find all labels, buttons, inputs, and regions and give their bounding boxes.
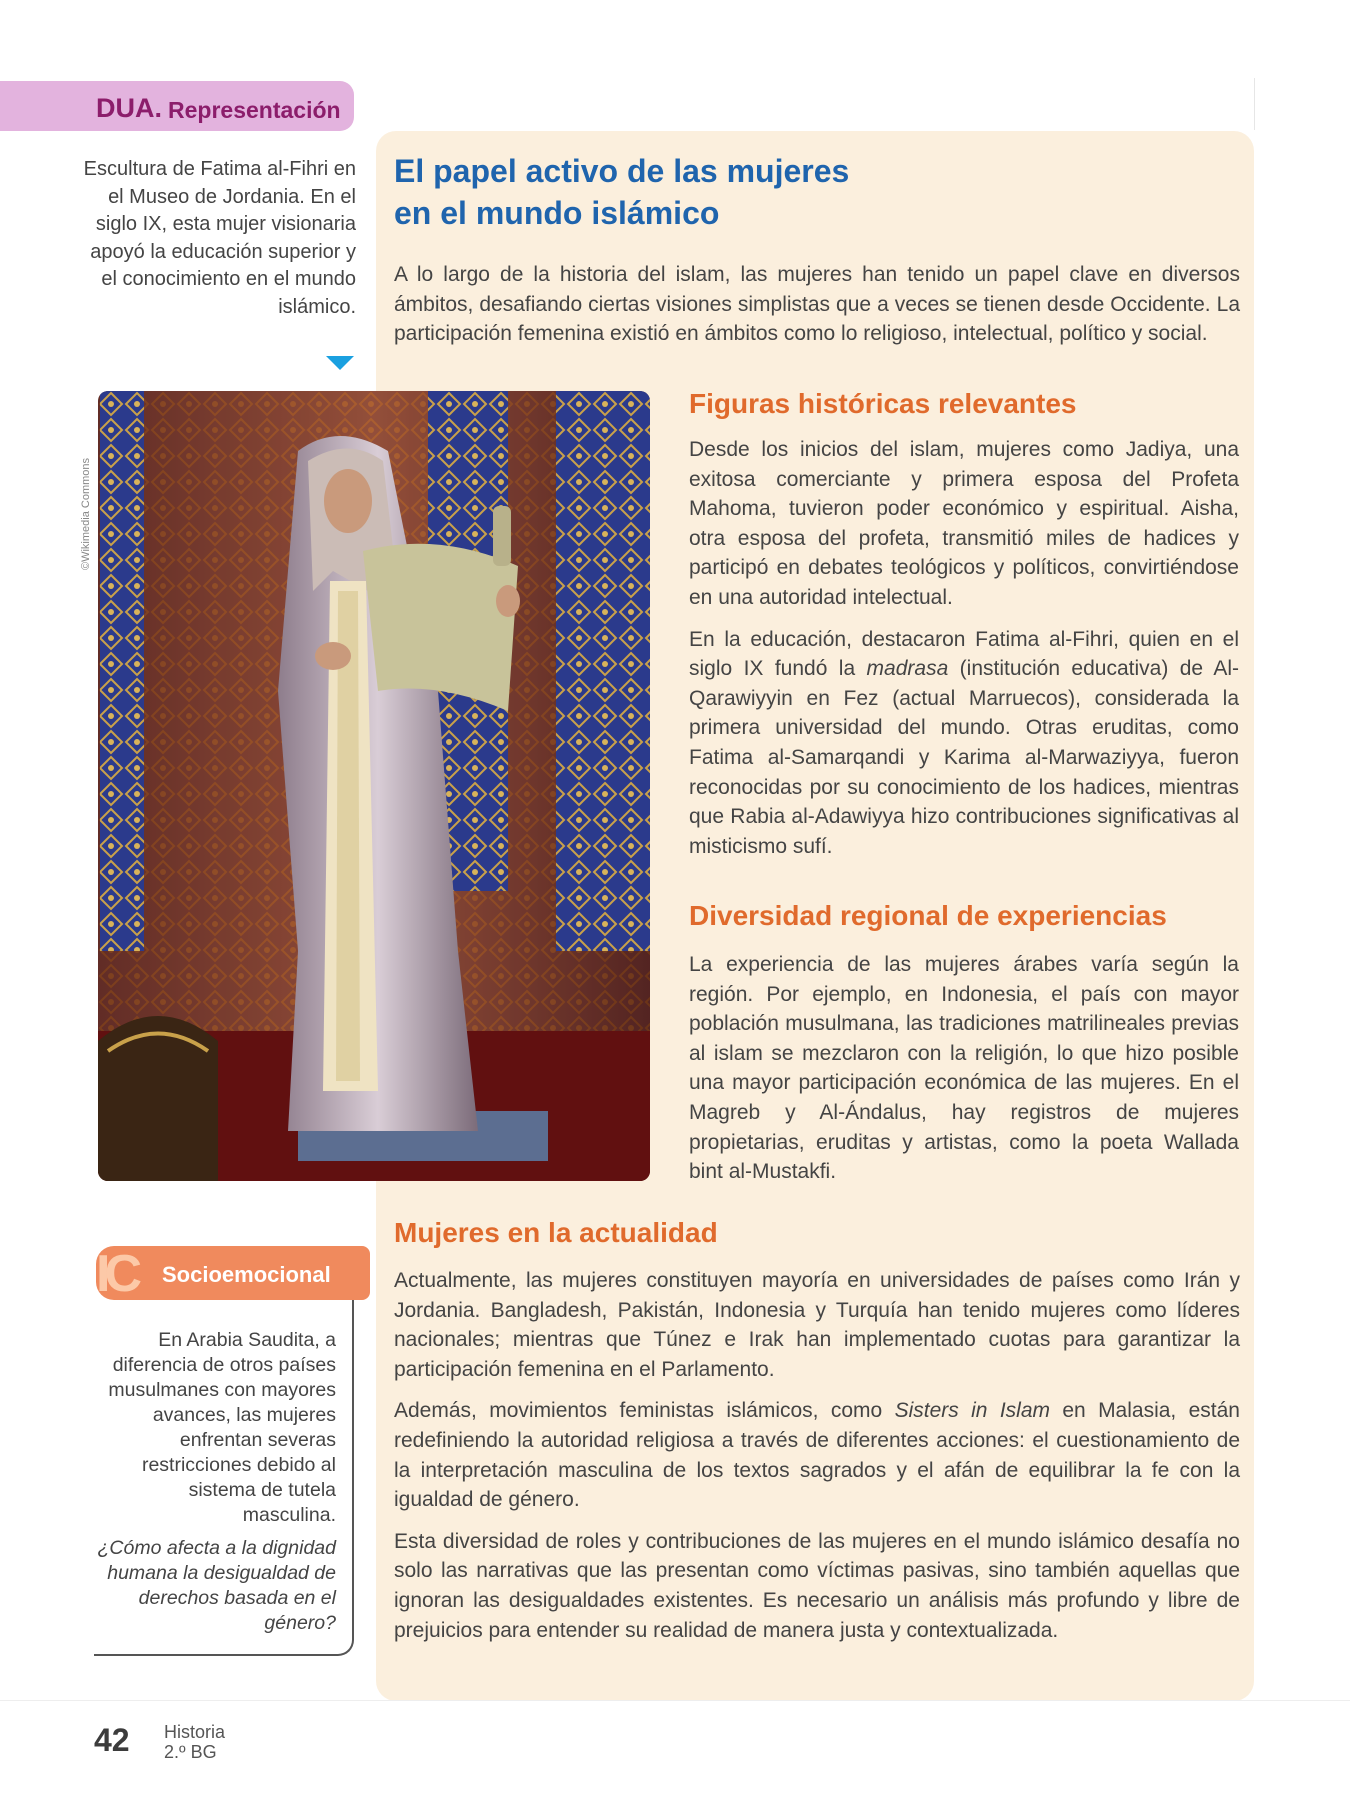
socio-label: Socioemocional	[162, 1262, 331, 1287]
dua-prefix: DUA.	[96, 93, 162, 123]
actualidad-p2-end: en Malasia, están redefiniendo la autoridad religiosa a través de diferentes acciones: el cuestionamiento de la interpretación masculina de los textos sagrados y el afán de equilibrar la fe con la igualdad de género.	[394, 1399, 1240, 1512]
subject-name: Historia	[164, 1722, 226, 1742]
dua-label: Representación	[168, 97, 341, 123]
page-title-line-2: en el mundo islámico	[394, 195, 720, 231]
statue-photo	[98, 391, 650, 1181]
socio-text: En Arabia Saudita, a diferencia de otros países musulmanes con mayores avances, las mujeres enfrentan severas restricciones debido al sistema de tutela masculina.	[108, 1329, 336, 1526]
figuras-p2-start: En la educación, destacaron Fatima al-Fihri, quien en el siglo IX fundó la	[689, 627, 1239, 681]
figuras-paragraph-2	[689, 625, 1239, 862]
socio-question: ¿Cómo afecta a la dignidad humana la desigualdad de derechos basada en el género?	[97, 1537, 336, 1634]
dua-tab	[0, 81, 354, 131]
footer-rule	[0, 1700, 1350, 1701]
section-actualidad	[394, 1266, 1240, 1657]
sisters-in-islam-term: Sisters in Islam	[894, 1399, 1050, 1423]
ic-icon: IC	[96, 1245, 136, 1303]
subject-label	[164, 1722, 225, 1762]
heading-figuras: Figuras históricas relevantes	[689, 388, 1077, 419]
figuras-p2-end: (institución educativa) de Al-Qarawiyyin en Fez (actual Marruecos), considerada la primera universidad del mundo. Otras eruditas, como Fatima al-Samarqandi y Karima al-Marwaziyya, fueron reconocidas por su conocimiento de los hadices, mientras que Rabia al-Adawiyya hizo contribuciones significativas al misticismo sufí.	[689, 657, 1239, 858]
section-diversidad	[689, 950, 1239, 1199]
actualidad-paragraph-3: Esta diversidad de roles y contribuciones de las mujeres en el mundo islámico desafía no solo las narrativas que las presentan como víctimas pasivas, sino también aquellas que ignoran las desigualdades existentes. Es necesario un análisis más profundo y libre de prejuicios para entender su realidad de manera justa y contextualizada.	[394, 1529, 1240, 1642]
photo-credit: ©Wikimedia Commons	[80, 457, 92, 570]
section-figuras	[689, 435, 1239, 873]
actualidad-p2-start: Además, movimientos feministas islámicos, como	[394, 1399, 895, 1423]
heading-actualidad: Mujeres en la actualidad	[394, 1217, 718, 1248]
heading-diversidad: Diversidad regional de experiencias	[689, 900, 1167, 931]
intro-paragraph: A lo largo de la historia del islam, las mujeres han tenido un papel clave en diversos ámbitos, desafiando ciertas visiones simplistas que a veces se tienen desde Occidente. La participación femenina existió en ámbitos como lo religioso, intelectual, político y social.	[394, 263, 1240, 345]
page-title	[394, 150, 1094, 234]
photo-caption: Escultura de Fatima al-Fihri en el Museo de Jordania. En el siglo IX, esta mujer visionaria apoyó la educación superior y el conocimiento en el mundo islámico.	[83, 158, 356, 318]
caption-arrow-icon	[326, 356, 354, 370]
page-number: 42	[94, 1722, 130, 1758]
diversidad-paragraph-1: La experiencia de las mujeres árabes varía según la región. Por ejemplo, en Indonesia, el país con mayor población musulmana, las tradiciones matrilineales previas al islam se mezclaron con la religión, lo que hizo posible una mayor participación económica de las mujeres. En el Magreb y Al-Ándalus, hay registros de mujeres propietarias, eruditas y artistas, como la poeta Wallada bint al-Mustakfi.	[689, 953, 1239, 1184]
margin-rule	[1254, 78, 1255, 130]
madrasa-term: madrasa	[866, 657, 949, 681]
grade-label: 2.º BG	[164, 1742, 217, 1762]
page-title-line-1: El papel activo de las mujeres	[394, 153, 850, 189]
figuras-paragraph-1: Desde los inicios del islam, mujeres como Jadiya, una exitosa comerciante y primera esposa del Profeta Mahoma, tuvieron poder económico y espiritual. Aisha, otra esposa del profeta, transmitió miles de hadices y participó en debates teológicos y políticos, convirtiéndose en una autoridad intelectual.	[689, 438, 1239, 609]
statue-illustration	[98, 391, 650, 1181]
actualidad-paragraph-1: Actualmente, las mujeres constituyen mayoría en universidades de países como Irán y Jordania. Bangladesh, Pakistán, Indonesia y Turquía han tenido mujeres como líderes nacionales; mientras que Túnez e Irak han implementado cuotas para garantizar la participación femenina en el Parlamento.	[394, 1269, 1240, 1381]
actualidad-paragraph-2	[394, 1396, 1240, 1514]
